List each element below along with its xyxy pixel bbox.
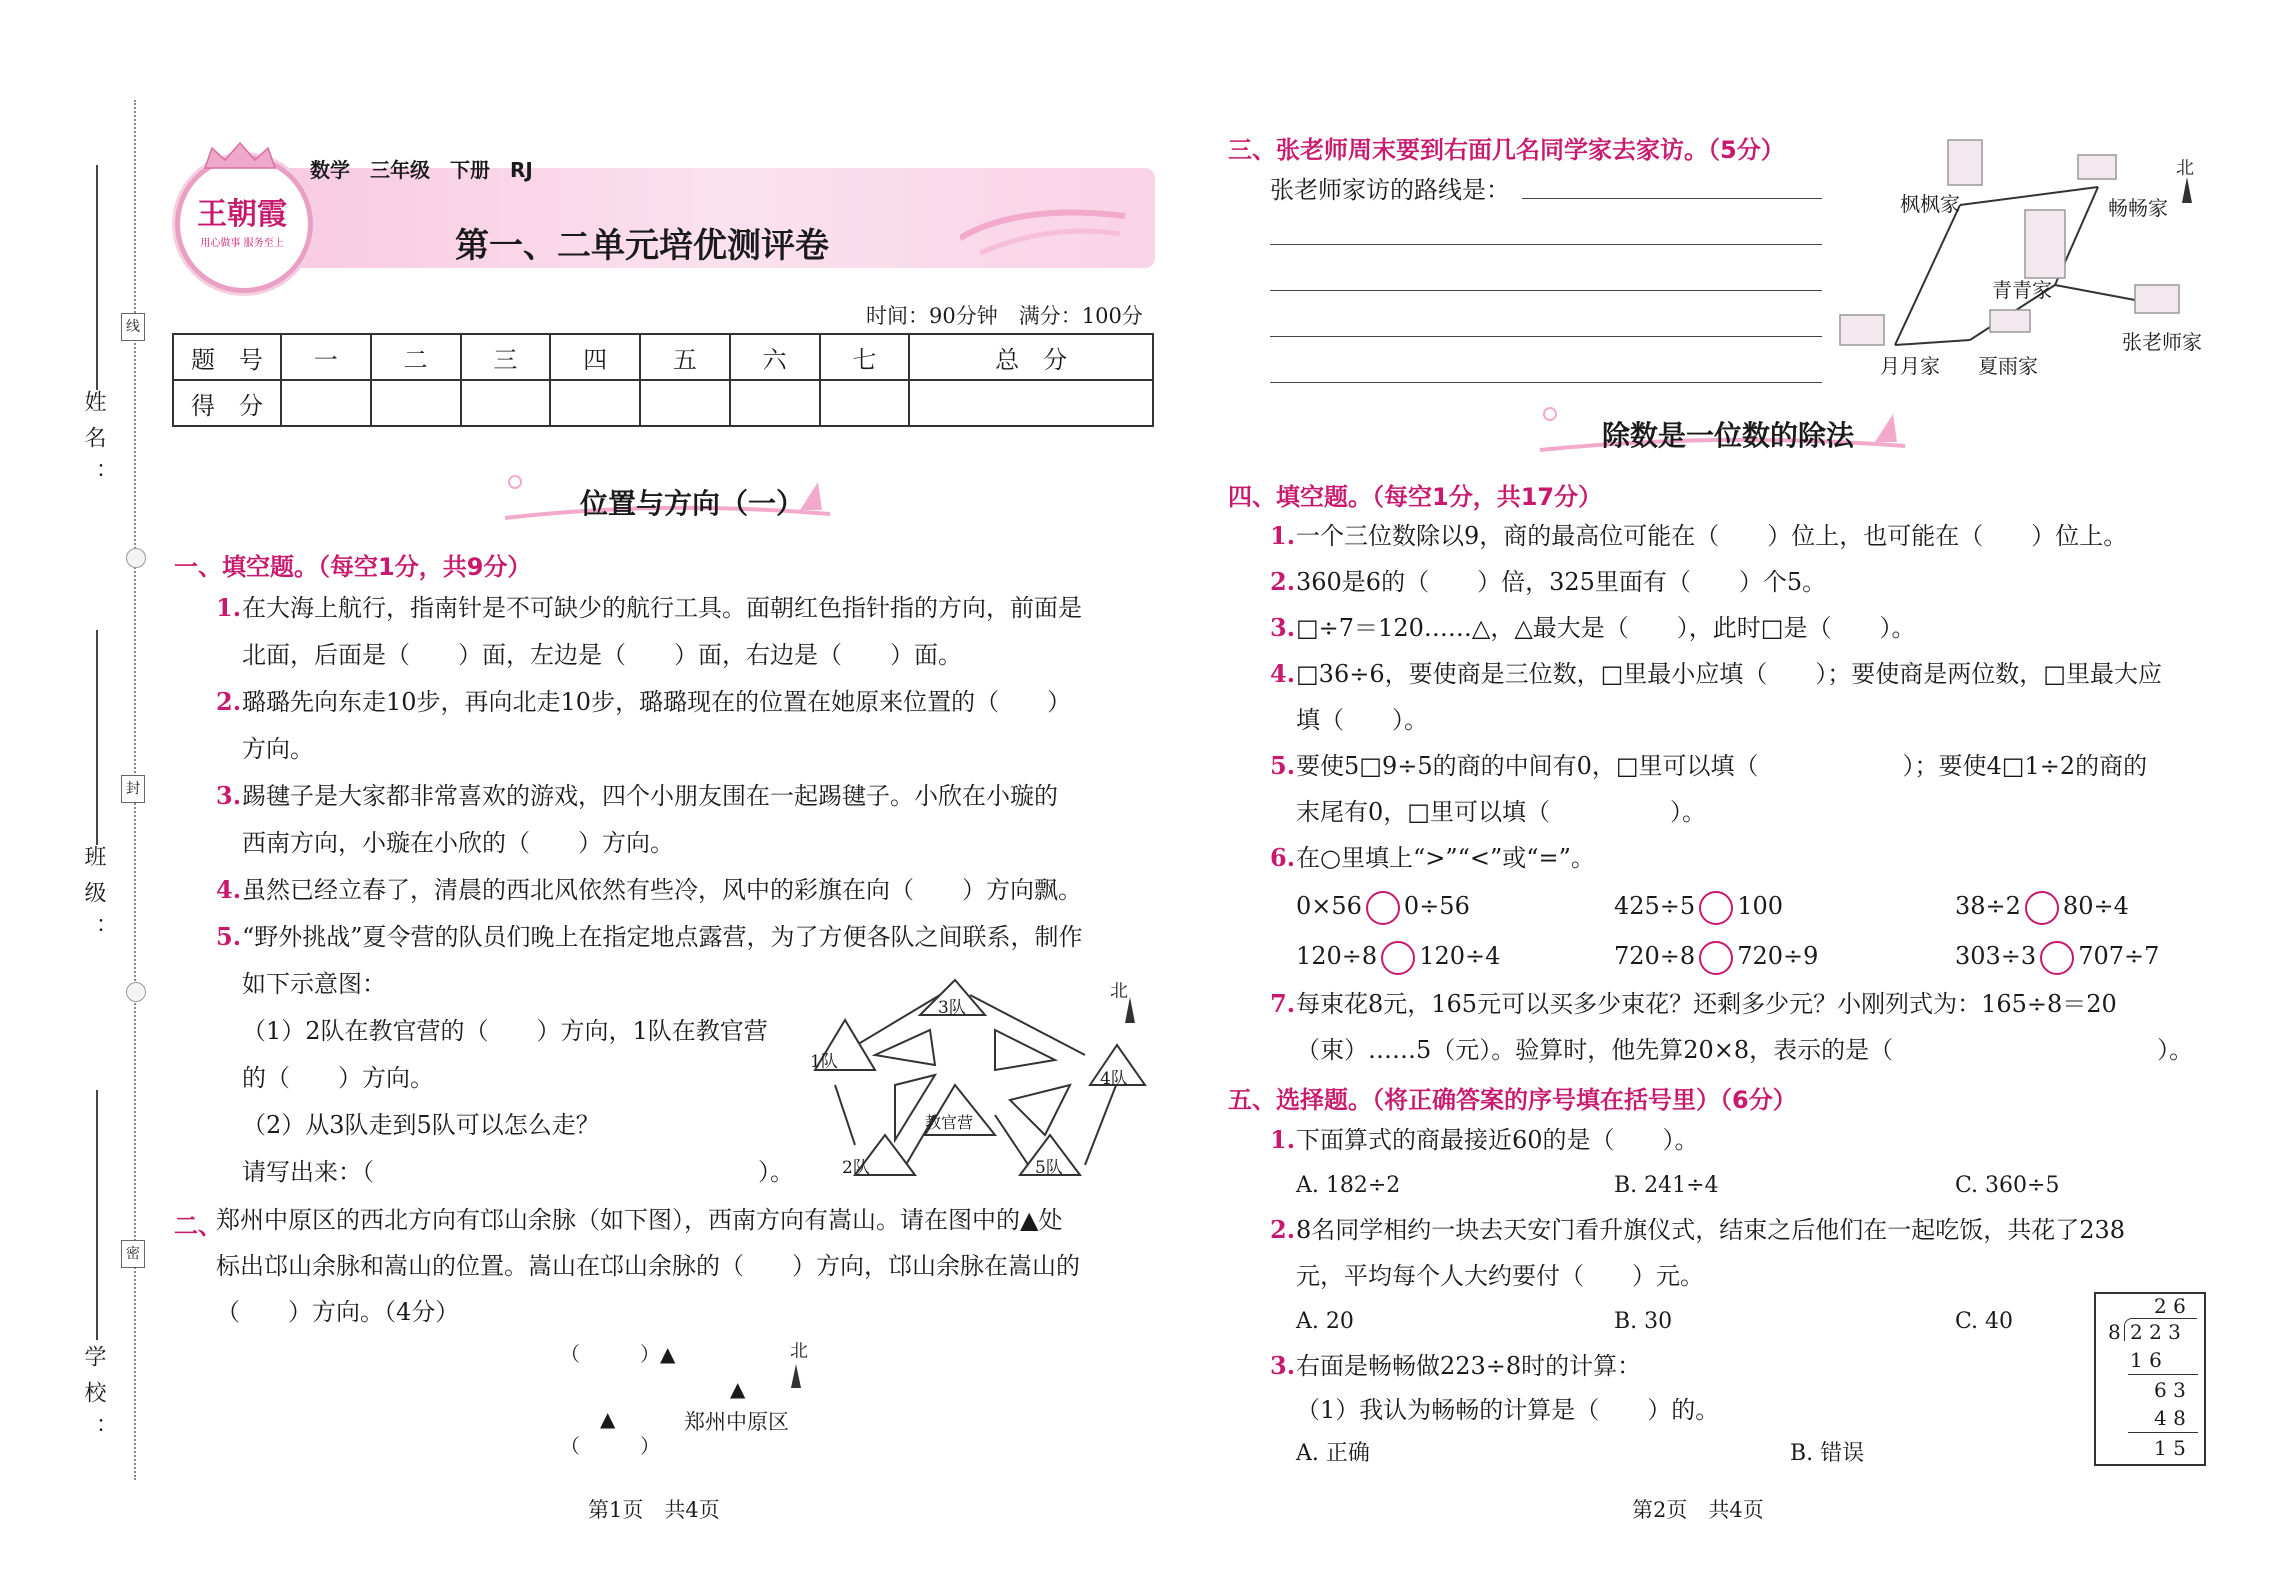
- compare-item: [1614, 938, 1818, 975]
- compare-right: 0÷56: [1403, 892, 1470, 920]
- q4-heading: 四、填空题。（每空1分，共17分）: [1228, 483, 1603, 511]
- q4-7-number: 7.: [1270, 989, 1296, 1018]
- q1-5-answer-line[interactable]: 请写出来：（ ）。: [242, 1158, 794, 1186]
- compare-left: 38÷2: [1955, 892, 2021, 920]
- compare-item: [1955, 938, 2159, 975]
- xiaxia-house-icon: [1990, 310, 2030, 332]
- compare-right: 720÷9: [1737, 942, 1819, 970]
- compare-circle[interactable]: [1699, 941, 1733, 975]
- score-header-cell: 六: [730, 334, 820, 380]
- q2-map-city: 郑州中原区: [684, 1410, 789, 1434]
- q4-2-line1: 360是6的（ ）倍，325里面有（ ）个5。: [1296, 568, 1827, 596]
- home-map-qingqing: 青青家: [1992, 278, 2052, 302]
- q4-3-number: 3.: [1270, 613, 1296, 642]
- q4-6-number: 6.: [1270, 843, 1296, 872]
- score-cell[interactable]: [820, 380, 910, 426]
- compare-left: 425÷5: [1614, 892, 1696, 920]
- crown-icon: [200, 140, 280, 170]
- q2-map-triangle-icon: ▲: [730, 1377, 746, 1401]
- division-step2: 4 8: [2154, 1406, 2186, 1430]
- binding-tag-mi: 密: [121, 1240, 145, 1268]
- division-step1: 1 6: [2130, 1348, 2162, 1372]
- division-remainder2: 1 5: [2154, 1436, 2186, 1460]
- q2-map-triangle-icon: ▲: [600, 1407, 616, 1431]
- binding-hole-icon: [126, 548, 146, 568]
- q5-2-option-b[interactable]: B. 30: [1614, 1309, 1673, 1334]
- class-label: 班级：: [81, 845, 106, 953]
- q2-line2: 标出邙山余脉和嵩山的位置。嵩山在邙山余脉的（ ）方向，邙山余脉在嵩山的: [216, 1252, 1080, 1280]
- q5-2-line2: 元，平均每个人大约要付（ ）元。: [1296, 1262, 1704, 1290]
- q5-2-line1: 8名同学相约一块去天安门看升旗仪式，结束之后他们在一起吃饭，共花了238: [1296, 1216, 2126, 1244]
- binding-tag-feng: 封: [121, 775, 145, 803]
- division-remainder1: 6 3: [2154, 1378, 2186, 1402]
- binding-hole-icon: [126, 982, 146, 1002]
- q4-7-line2: （束）……5（元）。验算时，他先算20×8，表示的是（ ）。: [1296, 1036, 2194, 1064]
- unit2-title: 除数是一位数的除法: [1602, 419, 1855, 452]
- q2-line3: （ ）方向。（4分）: [216, 1298, 460, 1326]
- school-underline: [96, 1090, 98, 1340]
- changchang-house-icon: [2078, 155, 2116, 179]
- score-cell[interactable]: [371, 380, 461, 426]
- compare-item: [1614, 888, 1783, 925]
- footer-left: 第1页 共4页: [588, 1498, 720, 1522]
- q4-6-line1: 在○里填上“>”“<”或“=”。: [1296, 844, 1595, 872]
- q1-5-sub1-line1: （1）2队在教官营的（ ）方向，1队在教官营: [242, 1017, 768, 1045]
- q1-5-sub1-line2: 的（ ）方向。: [242, 1064, 434, 1092]
- score-cell[interactable]: [281, 380, 371, 426]
- q1-3-number: 3.: [216, 781, 242, 810]
- q5-1-text: 下面算式的商最接近60的是（ ）。: [1296, 1126, 1699, 1154]
- q1-5-line2: 如下示意图：: [242, 970, 386, 998]
- compare-right: 100: [1737, 892, 1783, 920]
- score-header-cell: 一: [281, 334, 371, 380]
- compare-item: [1296, 938, 1500, 975]
- school-label: 学校：: [81, 1345, 106, 1453]
- q5-3-text: 右面是畅畅做223÷8时的计算：: [1296, 1352, 1642, 1380]
- q5-2-option-c[interactable]: C. 40: [1955, 1309, 2014, 1334]
- division-divisor: 8: [2108, 1320, 2121, 1344]
- compare-circle[interactable]: [2025, 891, 2059, 925]
- subject-line: 数学 三年级 下册 RJ: [310, 158, 533, 182]
- q1-4-line1: 虽然已经立春了，清晨的西北风依然有些冷，风中的彩旗在向（ ）方向飘。: [242, 876, 1082, 904]
- unit1-title: 位置与方向（一）: [580, 487, 805, 520]
- score-row-label: 得 分: [173, 380, 281, 426]
- q1-heading: 一、填空题。（每空1分，共9分）: [174, 553, 532, 581]
- camp-map-team5: 5队: [1035, 1158, 1063, 1178]
- q5-1-option-c[interactable]: C. 360÷5: [1955, 1173, 2060, 1198]
- camp-map-camp: 教官营: [925, 1113, 974, 1132]
- q3-answer-line[interactable]: [1270, 382, 1822, 383]
- q1-5-sub2: （2）从3队走到5队可以怎么走？: [242, 1111, 600, 1139]
- q4-4-number: 4.: [1270, 659, 1296, 688]
- division-quotient: 2 6: [2154, 1294, 2186, 1318]
- score-cell[interactable]: [640, 380, 730, 426]
- q2-map-blank1[interactable]: （ ）▲: [560, 1342, 676, 1366]
- q1-1-number: 1.: [216, 593, 242, 622]
- q3-answer-line[interactable]: [1522, 198, 1822, 199]
- score-cell[interactable]: [461, 380, 551, 426]
- q2-heading: 二、: [174, 1212, 222, 1240]
- compare-right: 707÷7: [2078, 942, 2160, 970]
- brand-name: 王朝霞: [197, 197, 287, 232]
- q1-5-line1: “野外挑战”夏令营的队员们晚上在指定地点露营，为了方便各队之间联系，制作: [242, 923, 1083, 951]
- compare-circle[interactable]: [1699, 891, 1733, 925]
- compare-left: 0×56: [1296, 892, 1362, 920]
- score-table: [172, 333, 1154, 427]
- camp-map-team2: 2队: [842, 1158, 870, 1178]
- score-header-cell: 四: [550, 334, 640, 380]
- q1-3-line2: 西南方向，小璇在小欣的（ ）方向。: [242, 829, 674, 857]
- compare-right: 120÷4: [1419, 942, 1501, 970]
- q3-route-label: 张老师家访的路线是：: [1270, 176, 1510, 204]
- camp-map-north: 北: [1110, 981, 1128, 1002]
- q3-heading: 三、张老师周末要到右面几名同学家去家访。（5分）: [1228, 136, 1785, 164]
- q3-answer-line[interactable]: [1270, 336, 1822, 337]
- name-label: 姓名：: [81, 390, 106, 498]
- home-map-north: 北: [2176, 158, 2194, 179]
- q4-5-line2: 末尾有0，□里可以填（ ）。: [1296, 798, 1706, 826]
- q5-3-option-b[interactable]: B. 错误: [1790, 1441, 1865, 1466]
- camp-map-team4: 4队: [1100, 1069, 1128, 1089]
- q2-line1: 郑州中原区的西北方向有邙山余脉（如下图），西南方向有嵩山。请在图中的▲处: [216, 1206, 1063, 1234]
- brand-subtitle: 用心做事 服务至上: [200, 238, 284, 249]
- q5-1-option-b[interactable]: B. 241÷4: [1614, 1173, 1719, 1198]
- score-header-cell: 总 分: [909, 334, 1153, 380]
- compare-left: 720÷8: [1614, 942, 1696, 970]
- score-cell[interactable]: [730, 380, 820, 426]
- qingqing-house-icon: [2025, 210, 2065, 278]
- q5-1-number: 1.: [1270, 1125, 1296, 1154]
- home-map-changchang: 畅畅家: [2108, 196, 2168, 220]
- compare-left: 120÷8: [1296, 942, 1378, 970]
- q4-5-number: 5.: [1270, 751, 1296, 780]
- compare-left: 303÷3: [1955, 942, 2037, 970]
- q1-5-number: 5.: [216, 922, 242, 951]
- q1-2-line1: 璐璐先向东走10步，再向北走10步，璐璐现在的位置在她原来位置的（ ）: [242, 688, 1072, 716]
- q2-map-north: 北: [790, 1341, 808, 1362]
- score-header-cell: 三: [461, 334, 551, 380]
- q3-answer-line[interactable]: [1270, 290, 1822, 291]
- q3-answer-line[interactable]: [1270, 244, 1822, 245]
- score-header-cell: 五: [640, 334, 730, 380]
- q1-3-line1: 踢毽子是大家都非常喜欢的游戏，四个小朋友围在一起踢毽子。小欣在小璇的: [242, 782, 1058, 810]
- score-cell[interactable]: [550, 380, 640, 426]
- q4-7-line1: 每束花8元，165元可以买多少束花？还剩多少元？小刚列式为：165÷8＝20: [1296, 990, 2117, 1018]
- q1-4-number: 4.: [216, 875, 242, 904]
- q2-map-blank2[interactable]: （ ）: [560, 1434, 660, 1458]
- home-map-zhang: 张老师家: [2122, 330, 2202, 354]
- q4-2-number: 2.: [1270, 567, 1296, 596]
- compare-right: 80÷4: [2062, 892, 2129, 920]
- compare-circle[interactable]: [1366, 891, 1400, 925]
- division-rule: [2128, 1432, 2198, 1433]
- q4-3-line1: □÷7＝120……△，△最大是（ ），此时□是（ ）。: [1296, 614, 1916, 642]
- q5-3-sub1: （1）我认为畅畅的计算是（ ）的。: [1296, 1396, 1720, 1424]
- division-rule: [2128, 1374, 2198, 1375]
- q4-1-number: 1.: [1270, 521, 1296, 550]
- home-map-yueyue: 月月家: [1880, 354, 1940, 378]
- q1-1-line2: 北面，后面是（ ）面，左边是（ ）面，右边是（ ）面。: [242, 641, 962, 669]
- compare-item: [1955, 888, 2129, 925]
- time-info: 时间：90分钟 满分：100分: [866, 304, 1143, 328]
- q5-2-number: 2.: [1270, 1215, 1296, 1244]
- score-header-cell: 题 号: [173, 334, 281, 380]
- score-cell[interactable]: [909, 380, 1153, 426]
- q1-2-line2: 方向。: [242, 735, 314, 763]
- q5-2-option-a[interactable]: A. 20: [1296, 1309, 1354, 1334]
- division-dividend: 2 2 3: [2130, 1320, 2181, 1344]
- q5-heading: 五、选择题。（将正确答案的序号填在括号里）（6分）: [1228, 1086, 1797, 1114]
- class-underline: [96, 630, 98, 845]
- q5-3-option-a[interactable]: A. 正确: [1296, 1441, 1370, 1466]
- q4-4-line2: 填（ ）。: [1296, 706, 1428, 734]
- compare-circle[interactable]: [1381, 941, 1415, 975]
- camp-map-team1: 1队: [810, 1052, 838, 1072]
- q1-2-number: 2.: [216, 687, 242, 716]
- score-header-cell: 二: [371, 334, 461, 380]
- q5-1-option-a[interactable]: A. 182÷2: [1296, 1173, 1401, 1198]
- score-header-cell: 七: [820, 334, 910, 380]
- binding-tag-xian: 线: [121, 313, 145, 341]
- compare-item: [1296, 888, 1470, 925]
- q5-3-number: 3.: [1270, 1351, 1296, 1380]
- q1-1-line1: 在大海上航行，指南针是不可缺少的航行工具。面朝红色指针指的方向，前面是: [242, 594, 1082, 622]
- fengfeng-house-icon: [1948, 140, 1982, 185]
- page-title: 第一、二单元培优测评卷: [455, 226, 829, 266]
- footer-right: 第2页 共4页: [1632, 1498, 1764, 1522]
- q4-4-line1: □36÷6，要使商是三位数，□里最小应填（ ）；要使商是两位数，□里最大应: [1296, 660, 2162, 688]
- home-map-fengfeng: 枫枫家: [1900, 192, 1960, 216]
- zhang-house-icon: [2135, 285, 2179, 313]
- yueyue-house-icon: [1840, 315, 1884, 345]
- home-map-xiaxia: 夏雨家: [1978, 354, 2038, 378]
- name-underline: [96, 165, 98, 390]
- q4-5-line1: 要使5□9÷5的商的中间有0，□里可以填（ ）；要使4□1÷2的商的: [1296, 752, 2148, 780]
- header-swoosh-icon: [960, 198, 1130, 268]
- compare-circle[interactable]: [2040, 941, 2074, 975]
- camp-map-team3: 3队: [938, 998, 966, 1018]
- q4-1-line1: 一个三位数除以9，商的最高位可能在（ ）位上，也可能在（ ）位上。: [1296, 522, 2128, 550]
- north-arrow-icon: [788, 1362, 804, 1390]
